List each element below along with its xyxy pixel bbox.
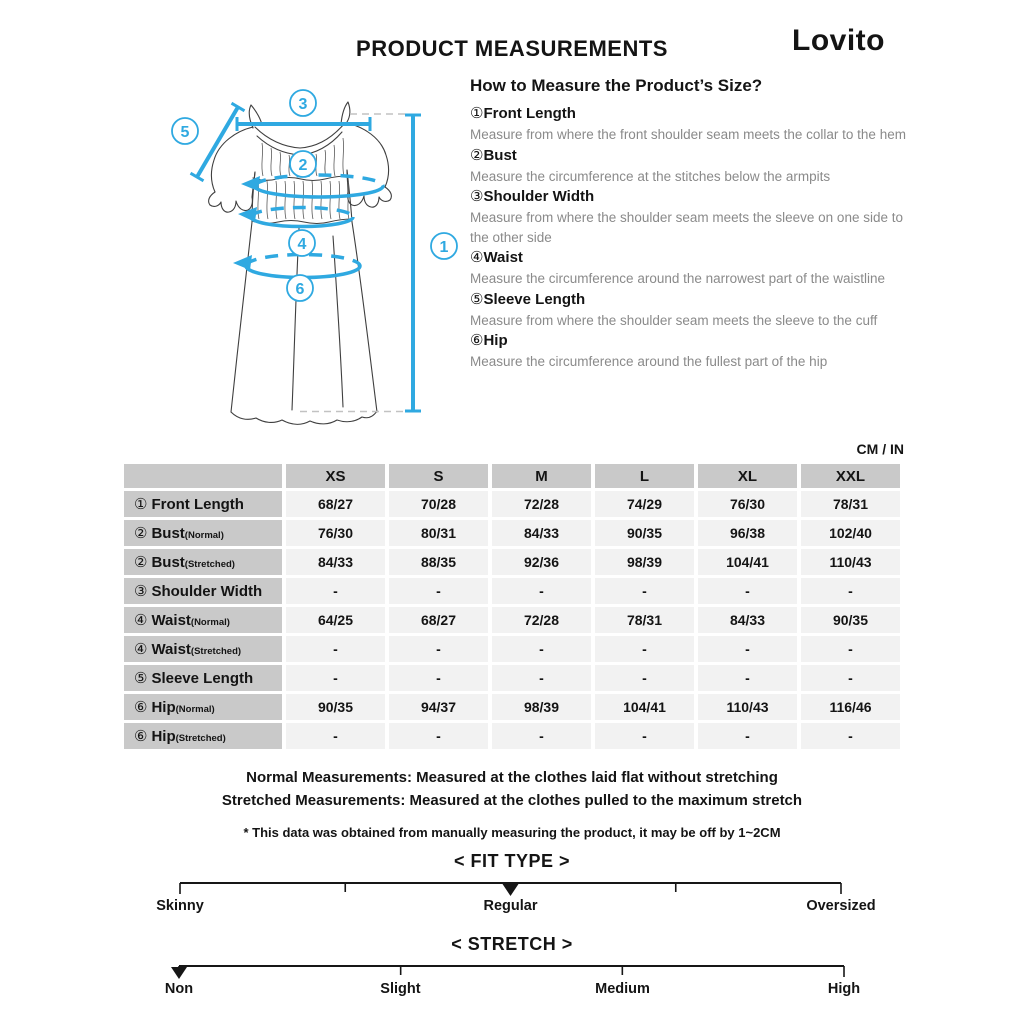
guide-heading: How to Measure the Product’s Size? [470, 76, 763, 95]
row-label: Shoulder Width [151, 583, 263, 600]
row-label: Bust [151, 554, 185, 571]
size-value-cell: 76/30 [698, 491, 797, 517]
size-value-cell: 102/40 [801, 520, 900, 546]
stretch-heading: < STRETCH > [451, 934, 573, 954]
size-value-cell: - [801, 578, 900, 604]
svg-text:3: 3 [298, 96, 308, 113]
sleeve-length-line [191, 103, 245, 181]
unit-label: CM / IN [856, 441, 904, 457]
measure-item-desc: Measure from where the front shoulder seam meets the collar to the hem [470, 127, 906, 142]
size-value-cell: 110/43 [698, 694, 797, 720]
callout-3 [290, 90, 316, 116]
size-value-cell: 78/31 [801, 491, 900, 517]
size-value-cell: - [595, 665, 694, 691]
table-row [124, 723, 900, 749]
measure-item-label: Front Length [483, 105, 576, 122]
size-value-cell: - [389, 578, 488, 604]
measure-item-number: ② [470, 146, 484, 164]
size-value-cell: - [389, 723, 488, 749]
table-row [124, 694, 900, 720]
size-value-cell: 78/31 [595, 607, 694, 633]
size-value-cell: 84/33 [492, 520, 591, 546]
measurement-label-cell [124, 694, 282, 720]
svg-text:2: 2 [298, 157, 308, 174]
notes [0, 766, 1024, 840]
svg-text:5: 5 [180, 124, 190, 141]
size-value-cell: - [595, 723, 694, 749]
front-length-line [405, 115, 421, 411]
waist-ellipse [238, 207, 353, 227]
measurement-label-cell [124, 665, 282, 691]
table-corner-cell [124, 464, 282, 488]
fit-type-heading: < FIT TYPE > [453, 851, 571, 871]
measure-item-title [470, 145, 907, 167]
table-row [124, 491, 900, 517]
size-value-cell: - [595, 578, 694, 604]
size-value-cell: - [801, 665, 900, 691]
callout-6 [287, 275, 313, 301]
size-value-cell: 110/43 [801, 549, 900, 575]
size-value-cell: 104/41 [698, 549, 797, 575]
size-value-cell: - [698, 723, 797, 749]
scale-label: Non [164, 981, 194, 997]
size-table-header-row [124, 464, 900, 488]
size-value-cell: - [801, 723, 900, 749]
row-number: ③ [134, 583, 148, 600]
measure-item-label: Shoulder Width [483, 188, 595, 205]
size-column-header: XL [698, 464, 797, 488]
row-label-sub: (Stretched) [190, 646, 242, 657]
size-value-cell: 72/28 [492, 607, 591, 633]
row-label: Front Length [151, 496, 244, 513]
measure-item-label: Sleeve Length [483, 290, 586, 308]
row-label: Waist [151, 641, 191, 658]
row-number: ② [134, 525, 148, 542]
callout-4 [289, 230, 315, 256]
stretch-labels [0, 981, 1024, 1001]
row-label-sub: (Normal) [175, 704, 215, 715]
size-value-cell: 70/28 [389, 491, 488, 517]
measure-guide-item [470, 103, 907, 145]
measure-guide-item [470, 186, 907, 247]
measure-item-number: ① [470, 105, 484, 122]
size-value-cell: 90/35 [286, 694, 385, 720]
measure-item-desc: Measure the circumference around the fullest part of the hip [470, 354, 828, 369]
bust-arrowhead [241, 176, 260, 191]
measure-item-desc: Measure from where the shoulder seam meets the sleeve on one side to the other side [470, 210, 903, 245]
size-column-header: XS [286, 464, 385, 488]
size-value-cell: 92/36 [492, 549, 591, 575]
size-value-cell: 68/27 [286, 491, 385, 517]
note-disclaimer: * This data was obtained from manually measuring the product, it may be off by 1~2CM [243, 825, 781, 840]
size-value-cell: 116/46 [801, 694, 900, 720]
row-number: ⑥ [134, 699, 148, 716]
size-value-cell: 76/30 [286, 520, 385, 546]
row-number: ② [134, 554, 148, 571]
size-value-cell: - [698, 578, 797, 604]
guide-items [470, 103, 907, 372]
row-label-sub: (Stretched) [175, 733, 226, 744]
callout-5 [172, 118, 198, 144]
scale-label: High [827, 981, 861, 997]
size-value-cell: - [286, 665, 385, 691]
row-label: Bust [151, 525, 185, 542]
svg-text:6: 6 [295, 281, 305, 298]
measure-guide-item [470, 247, 907, 289]
brand-logo: Lovito [792, 24, 885, 57]
scale-label: Medium [595, 981, 650, 997]
size-table [120, 461, 904, 752]
row-label: Hip [151, 728, 176, 745]
measure-guide-item [470, 330, 907, 372]
size-value-cell: 90/35 [801, 607, 900, 633]
size-value-cell: 72/28 [492, 491, 591, 517]
size-value-cell: - [286, 578, 385, 604]
measure-guide-item [470, 145, 907, 187]
dashed-connector-lines [297, 114, 406, 412]
fit-type-labels [0, 898, 1024, 918]
row-number: ① [134, 496, 148, 513]
svg-text:1: 1 [439, 239, 449, 256]
size-value-cell: 88/35 [389, 549, 488, 575]
row-number: ⑤ [134, 670, 148, 687]
size-value-cell: - [801, 636, 900, 662]
callout-2 [290, 151, 316, 177]
measure-item-desc: Measure the circumference around the narrowest part of the waistline [470, 271, 885, 286]
size-value-cell: - [492, 636, 591, 662]
row-label: Waist [151, 612, 191, 629]
measurement-label-cell [124, 723, 282, 749]
measurement-label-cell [124, 549, 282, 575]
scale-label: Oversized [806, 898, 876, 914]
scale-marker [503, 884, 519, 896]
size-value-cell: - [389, 636, 488, 662]
measure-guide-item [470, 289, 907, 331]
size-value-cell: 64/25 [286, 607, 385, 633]
row-number: ④ [134, 612, 148, 629]
note-stretched: Stretched Measurements: Measured at the clothes pulled to the maximum stretch [221, 792, 803, 809]
measurement-label-cell [124, 491, 282, 517]
note-normal: Normal Measurements: Measured at the clothes laid flat without stretching [246, 769, 778, 786]
size-value-cell: - [698, 636, 797, 662]
table-row [124, 549, 900, 575]
size-value-cell: 74/29 [595, 491, 694, 517]
measure-item-label: Hip [483, 332, 508, 349]
row-label-sub: (Stretched) [184, 559, 235, 570]
measurement-label-cell [124, 520, 282, 546]
measurement-label-cell [124, 578, 282, 604]
table-row [124, 665, 900, 691]
size-value-cell: - [492, 723, 591, 749]
size-value-cell: 90/35 [595, 520, 694, 546]
bust-ellipse [241, 175, 383, 197]
row-number: ⑥ [134, 728, 148, 745]
size-value-cell: 84/33 [286, 549, 385, 575]
size-value-cell: - [389, 665, 488, 691]
row-label-sub: (Normal) [190, 617, 230, 628]
dress-measurement-diagram [130, 85, 475, 440]
size-value-cell: 98/39 [595, 549, 694, 575]
measure-item-title [470, 330, 907, 352]
measure-item-number: ⑥ [470, 332, 484, 349]
measure-item-title [470, 247, 907, 269]
row-label-sub: (Normal) [184, 530, 224, 541]
table-row [124, 636, 900, 662]
scale-label: Regular [483, 898, 538, 914]
measure-item-label: Waist [483, 249, 523, 266]
size-value-cell: - [595, 636, 694, 662]
size-value-cell: 98/39 [492, 694, 591, 720]
size-value-cell: 80/31 [389, 520, 488, 546]
page-title: PRODUCT MEASUREMENTS [356, 36, 668, 61]
size-value-cell: - [286, 636, 385, 662]
measure-item-title [470, 103, 907, 125]
scale-label: Skinny [156, 898, 204, 914]
size-value-cell: 68/27 [389, 607, 488, 633]
measurement-label-cell [124, 607, 282, 633]
measure-item-desc: Measure from where the shoulder seam meets the sleeve to the cuff [470, 312, 878, 328]
measure-item-desc: Measure the circumference at the stitches below the armpits [470, 168, 831, 184]
scale-marker [171, 967, 187, 979]
size-column-header: XXL [801, 464, 900, 488]
size-value-cell: 96/38 [698, 520, 797, 546]
size-value-cell: - [492, 665, 591, 691]
svg-text:4: 4 [297, 236, 307, 253]
row-label: Sleeve Length [151, 670, 254, 687]
table-row [124, 520, 900, 546]
size-column-header: L [595, 464, 694, 488]
scale-label: Slight [380, 981, 421, 997]
row-label: Hip [151, 699, 176, 716]
callout-1 [431, 233, 457, 259]
size-column-header: M [492, 464, 591, 488]
measure-item-number: ③ [470, 188, 484, 205]
measure-item-number: ④ [470, 249, 484, 266]
table-row [124, 578, 900, 604]
table-row [124, 607, 900, 633]
size-value-cell: - [286, 723, 385, 749]
measure-item-number: ⑤ [470, 290, 484, 308]
measure-item-title [470, 186, 907, 208]
size-value-cell: - [492, 578, 591, 604]
size-column-header: S [389, 464, 488, 488]
row-number: ④ [134, 641, 148, 658]
measure-guide [470, 76, 907, 372]
measurement-label-cell [124, 636, 282, 662]
measure-item-label: Bust [483, 146, 517, 164]
size-value-cell: - [698, 665, 797, 691]
hip-arrowhead [233, 255, 252, 270]
size-value-cell: 94/37 [389, 694, 488, 720]
size-value-cell: 84/33 [698, 607, 797, 633]
size-value-cell: 104/41 [595, 694, 694, 720]
measure-item-title [470, 289, 907, 311]
